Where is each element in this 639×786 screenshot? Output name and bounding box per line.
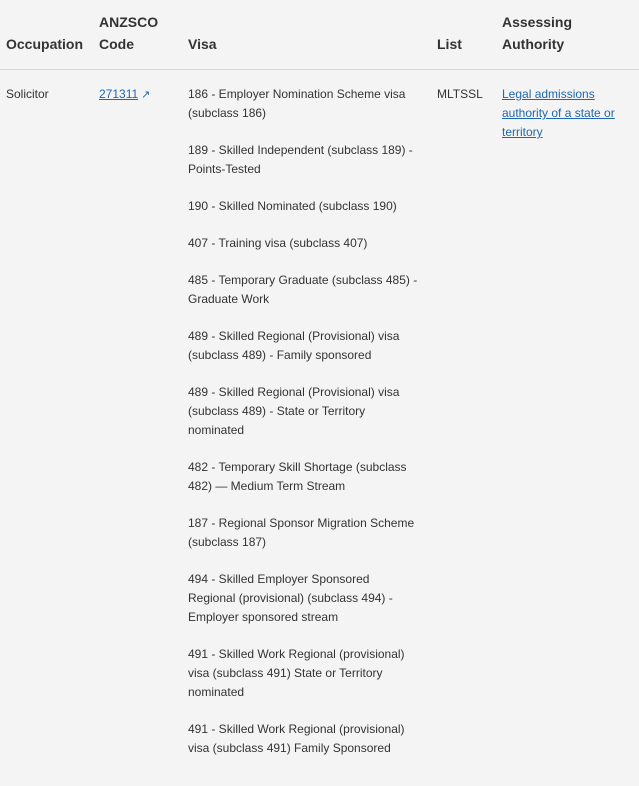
header-anzsco-code: ANZSCO Code [99, 14, 159, 52]
list-item: 407 - Training visa (subclass 407) [188, 236, 368, 250]
assessing-authority-link[interactable]: Legal admissions authority of a state or territory [502, 87, 615, 139]
visa-list [188, 85, 420, 776]
list-item: 190 - Skilled Nominated (subclass 190) [188, 199, 397, 213]
list-item: 489 - Skilled Regional (Provisional) visa (subclass 489) - State or Territory nominated [188, 385, 400, 437]
list-item: 186 - Employer Nomination Scheme visa (subclass 186) [188, 87, 406, 120]
header-occupation: Occupation [6, 36, 84, 52]
list-item: 489 - Skilled Regional (Provisional) visa (subclass 489) - Family sponsored [188, 329, 400, 362]
list-item: 491 - Skilled Work Regional (provisional) visa (subclass 491) State or Territory nominated [188, 647, 405, 699]
list-item: 187 - Regional Sponsor Migration Scheme (subclass 187) [188, 516, 415, 549]
cell-anzsco-code [99, 85, 150, 105]
header-list: List [437, 36, 462, 52]
cell-list: MLTSSL [437, 87, 483, 101]
table-header [0, 0, 639, 70]
list-item: 491 - Skilled Work Regional (provisional) visa (subclass 491) Family Sponsored [188, 722, 405, 755]
list-item: 482 - Temporary Skill Shortage (subclass 482) — Medium Term Stream [188, 460, 407, 493]
list-item: 189 - Skilled Independent (subclass 189) - Points-Tested [188, 143, 413, 176]
list-item: 494 - Skilled Employer Sponsored Regional (provisional) (subclass 494) - Employer sponsored stream [188, 572, 393, 624]
cell-occupation: Solicitor [6, 87, 49, 101]
external-link-icon: ↗ [141, 89, 151, 101]
header-visa: Visa [188, 36, 217, 52]
header-assessing-authority: Assessing Authority [502, 14, 573, 52]
anzsco-code-text: 271311 [99, 87, 139, 101]
anzsco-code-link[interactable] [99, 87, 150, 101]
cell-assessing-authority [502, 85, 627, 142]
list-item: 485 - Temporary Graduate (subclass 485) - Graduate Work [188, 273, 418, 306]
